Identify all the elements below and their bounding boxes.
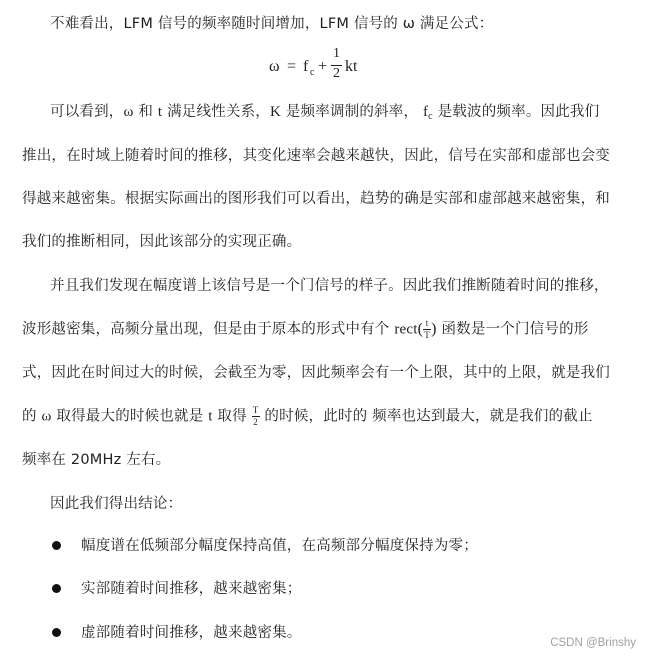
para3-text-d: 取得最大的时候也就是 — [51, 408, 209, 425]
para3-text-e: 取得 — [212, 408, 252, 425]
t-over-two-fraction — [252, 406, 260, 427]
conclusion-bullet-3: 虚部随着时间推移，越来越密集。 — [81, 625, 302, 641]
formula-equals: = — [287, 58, 297, 75]
intro-line: 不难看出，LFM 信号的频率随时间增加，LFM 信号的 ω 满足公式： — [50, 16, 494, 32]
para3-text-a: 波形越密集，高频分量出现，但是由于原本的形式中有个 — [22, 321, 395, 338]
para2-text-c: 满足线性关系， — [162, 104, 270, 120]
para2-line2: 推出，在时域上随着时间的推移，其变化速率会越来越快，因此，信号在实部和虚部也会变 — [22, 148, 610, 164]
para3-text-c: 的 — [22, 408, 42, 425]
para2-text-a: 可以看到， — [50, 104, 124, 120]
formula-f: f — [303, 58, 309, 75]
formula-denominator: 2 — [333, 66, 340, 81]
k-symbol: K — [270, 104, 282, 120]
conclusion-intro: 因此我们得出结论： — [50, 496, 183, 512]
para2-line1 — [50, 102, 599, 127]
para2-line3: 得越来越密集。根据实际画出的图形我们可以看出，趋势的确是实部和虚部越来越密集，和 — [22, 191, 610, 207]
para3-text-b: 函数是一个门信号的形 — [436, 321, 589, 338]
bullet-dot-icon — [52, 541, 61, 550]
fraction-numerator: T — [252, 405, 259, 415]
para2-text-b: 和 — [133, 104, 158, 120]
formula-omega: ω — [269, 58, 280, 75]
para3-line4 — [22, 406, 593, 427]
para3-text-f: 的时候，此时的 频率也达到最大，就是我们的截止 — [259, 408, 593, 425]
para2-text-e: 是载波的频率。因此我们 — [432, 104, 600, 120]
rect-denominator: T — [424, 330, 430, 340]
bullet-dot-icon — [52, 628, 61, 637]
bullet-dot-icon — [52, 584, 61, 593]
para3-line3: 式，因此在时间过大的时候，会截至为零，因此频率会有一个上限，其中的上限，就是我们 — [22, 365, 610, 381]
formula-kt: kt — [345, 58, 358, 75]
rect-function: rect — [394, 321, 418, 338]
para2-text-d: 是频率调制的斜率， — [281, 104, 423, 120]
para3-line5: 频率在 20MHz 左右。 — [22, 452, 171, 468]
omega-symbol: ω — [41, 408, 52, 425]
para3-line1: 并且我们发现在幅度谱上该信号是一个门信号的样子。因此我们推断随着时间的推移， — [50, 278, 609, 294]
fc-subscript: c — [428, 111, 433, 122]
fc-symbol: f — [422, 104, 429, 120]
formula-f-subscript: c — [310, 67, 315, 78]
csdn-watermark: CSDN @Brinshy — [550, 637, 636, 649]
conclusion-bullet-1: 幅度谱在低频部分幅度保持高值，在高频部分幅度保持为零； — [81, 538, 478, 554]
t-symbol: t — [208, 408, 213, 425]
close-paren: ) — [431, 320, 437, 338]
para2-line4: 我们的推断相同，因此该部分的实现正确。 — [22, 234, 302, 250]
conclusion-bullet-2: 实部随着时间推移，越来越密集； — [81, 581, 302, 597]
open-paren: ( — [417, 320, 424, 338]
rect-argument-fraction — [423, 319, 431, 340]
formula-plus: + — [318, 58, 328, 75]
rect-numerator: t — [425, 318, 429, 328]
t-symbol: t — [157, 104, 163, 120]
para3-line2 — [22, 319, 588, 340]
formula-numerator: 1 — [333, 46, 340, 61]
omega-symbol: ω — [123, 104, 134, 120]
fraction-denominator: 2 — [253, 417, 258, 427]
